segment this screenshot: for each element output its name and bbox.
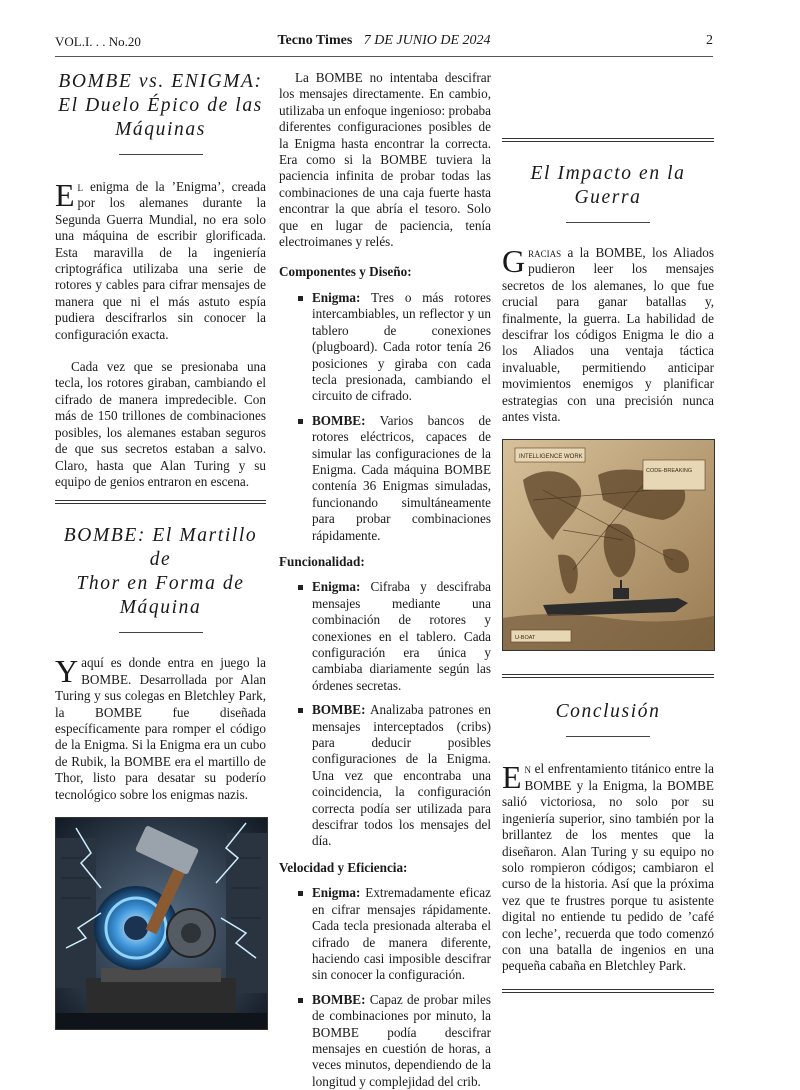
title-separator [119, 632, 203, 633]
list-term: BOMBE: [312, 991, 366, 1007]
article2-paragraph1 [55, 655, 266, 803]
list-text: Tres o más rotores intercambiables, un reflector y un tablero de conexiones (plugboard). Cada rotor tenía 26 posiciones y giraba con cada tecla presionada, cambiando el circuito de cifrado. [312, 289, 491, 404]
small-caps-lead: n [524, 761, 532, 777]
article1-title-line2: El Duelo Épico de las [58, 95, 263, 116]
section-heading-functionality: Funcionalidad: [279, 553, 365, 569]
title-separator [119, 154, 203, 155]
speed-list [279, 885, 491, 1090]
article3-paragraph1 [502, 245, 714, 425]
war-map-illustration [503, 440, 714, 650]
list-item [279, 413, 491, 544]
article4-paragraph1 [502, 761, 714, 974]
article4-title: Conclusión [555, 701, 661, 723]
map-label-code-breaking: CODE-BREAKING [646, 468, 693, 475]
article3-title-line2: Guerra [574, 187, 642, 208]
small-caps-lead: l [77, 179, 84, 194]
map-label-intelligence: INTELLIGENCE WORK [519, 454, 583, 461]
title-separator [566, 222, 650, 223]
column-3 [502, 70, 714, 993]
article1-paragraph2: Cada vez que se presionaba una tecla, los rotores giraban, cambiando el cifrado de manera impredecible. Con más de 150 trillones de combinaciones posibles, los alemanes estaban seguros de que sus secretos estaban a salvo. Claro, hasta que Alan Turing y su equipo de genios entraron en escena. [55, 359, 266, 489]
column-3-continuation-space [502, 70, 714, 138]
war-map-image [502, 439, 715, 651]
volume-number: VOL.I. . . No.20 [55, 34, 141, 49]
article2-title [55, 524, 266, 620]
list-item [279, 992, 491, 1090]
article3-title-line1: El Impacto en la [530, 163, 686, 184]
issue-date: 7 DE JUNIO DE 2024 [363, 33, 491, 48]
list-term: Enigma: [312, 885, 361, 901]
article2-title-line3: Máquina [119, 597, 202, 619]
double-rule [502, 138, 714, 142]
column-2 [279, 70, 491, 1090]
list-text: Analizaba patrones en mensajes interceptados (cribs) para deducir posibles configuraciones de la Enigma. Una vez que encontraba una coincidencia, la configuración correcta podía ser utilizada para descifrar todos los mensajes del día. [312, 702, 491, 849]
article3-paragraph1-text: a la BOMBE, los Aliados pudieron leer los mensajes secretos de los alemanes, lo que fue crucial para ganar batallas y, finalmente, la guerra. La habilidad de descifrar los códigos Enigma le dio a los Aliados una ventaja táctica invaluable, permitiendo anticipar movimientos enemigos y planificar estrategias con una precisión nunca antes vista. [502, 245, 714, 425]
article2-title-line2: Thor en Forma de [76, 573, 245, 595]
list-term: Enigma: [312, 289, 361, 305]
article1-title-line1: BOMBE vs. ENIGMA: [58, 71, 263, 92]
page-header [55, 30, 713, 57]
article1-title-line3: Máquinas [115, 119, 206, 140]
double-rule [55, 500, 266, 504]
drop-cap: G [502, 243, 526, 279]
list-item [279, 702, 491, 850]
title-separator [566, 736, 650, 737]
bombe-machine-image [55, 817, 268, 1030]
double-rule [502, 989, 714, 993]
map-label-uboat: U-BOAT [515, 635, 536, 642]
column-1 [55, 70, 266, 1030]
article2-paragraph1-text: aquí es donde entra en juego la BOMBE. Desarrollada por Alan Turing y sus colegas en Bletchley Park, la BOMBE fue diseñada específicamente para romper el código de la Enigma. Si la Enigma era un cubo de Rubik, la BOMBE era el martillo de Thor, listo para desatar su poderío tecnológico sobre los enigmas nazis. [55, 655, 266, 802]
section-heading-components: Componentes y Diseño: [279, 264, 412, 280]
list-text: Extremadamente eficaz en cifrar mensajes rápidamente. Cada tecla presionada alteraba el cifrado de manera diferente, haciendo casi imposible descifrar sin conocer la configuración. [312, 885, 491, 983]
list-term: BOMBE: [312, 702, 366, 718]
small-caps-lead: racias [528, 245, 562, 260]
article1-paragraph1 [55, 179, 266, 343]
list-term: BOMBE: [312, 412, 366, 428]
list-text: Cifraba y descifraba mensajes mediante una combinación de rotores y conexiones en el tablero. Cada configuración era única y cambiaba diariamente según las órdenes secretas. [312, 579, 491, 693]
article1-paragraph1-text: enigma de la ’Enigma’, creada por los alemanes durante la Segunda Guerra Mundial, no era solo una máquina de escribir glorificada. Esta maravilla de la ingeniería criptográfica utilizaba una serie de rotores y cables para cifrar mensajes de manera que ni el más astuto espía pudiera descifrarlos sin conocer la configuración exacta. [55, 179, 266, 342]
bombe-machine-illustration [56, 818, 267, 1029]
drop-cap: Y [55, 653, 79, 690]
list-text: Capaz de probar miles de combinaciones por minuto, la BOMBE podía descifrar mensajes en cuestión de horas, a veces minutos, dependiendo de la longitud y complejidad del crib. [312, 991, 491, 1089]
article1-title [55, 70, 266, 142]
article3-title [502, 162, 714, 210]
list-term: Enigma: [312, 579, 361, 595]
drop-cap: E [502, 759, 522, 796]
functionality-list [279, 579, 491, 850]
newspaper-name: Tecno Times [277, 33, 353, 48]
double-rule [502, 674, 714, 678]
list-text: Varios bancos de rotores eléctricos, capaces de simular las configuraciones de la Enigma. Cada máquina BOMBE contenía 36 Enigmas simuladas, funcionando simultáneamente para probar combinaciones rápidamente. [312, 412, 491, 543]
list-item [279, 885, 491, 983]
article2-paragraph2: La BOMBE no intentaba descifrar los mensajes directamente. En cambio, utilizaba un enfoque ingenioso: probaba diferentes configuraciones posibles de la Enigma hasta encontrar la correcta. Era como si la BOMBE tuviera la paciencia infinita de probar todas las combinaciones de una caja fuerte hasta encontrar la que abría el tesoro. Solo que en lugar de paciencia, tenía electroimanes y relés. [279, 70, 491, 250]
page-number: 2 [706, 33, 713, 48]
article4-paragraph1-text: el enfrentamiento titánico entre la BOMBE y la Enigma, la BOMBE salió victoriosa, no solo por su ingeniería superior, sino también por la brillantez de los mentes que la diseñaron. Alan Turing y su equipo no solo rompieron códigos; cambiaron el curso de la historia. Así que la próxima vez que te frustres porque tu asistente digital no entiende tu pedido de ’café con leche’, recuerda que todo comenzó con una batalla de ingenios en una pequeña cabaña en Bletchley Park. [502, 761, 714, 974]
list-item [279, 290, 491, 405]
list-item [279, 579, 491, 694]
article2-title-line1: BOMBE: El Martillo de [63, 525, 258, 571]
masthead [55, 33, 713, 49]
section-heading-speed: Velocidad y Eficiencia: [279, 859, 408, 875]
drop-cap: E [55, 177, 75, 213]
components-list [279, 290, 491, 544]
